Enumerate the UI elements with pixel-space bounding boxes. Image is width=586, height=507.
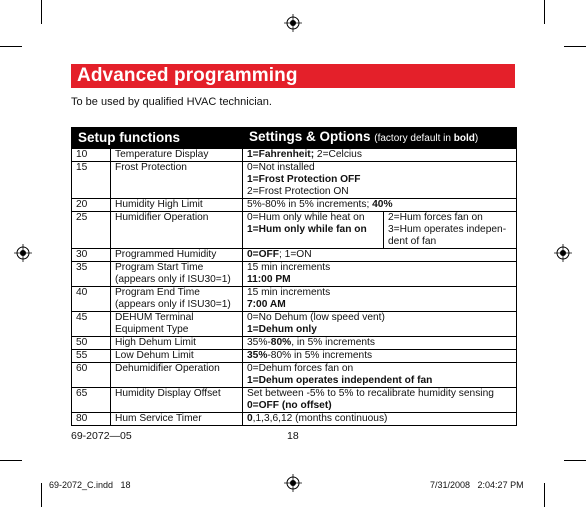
header-setup-functions	[72, 128, 243, 149]
function-name: Dehumidifier Operation	[111, 363, 243, 388]
function-code: 15	[72, 162, 111, 199]
setting-text: 0=No Dehum (low speed vent)	[247, 312, 385, 323]
setting-text: 2=Frost Protection ON	[247, 186, 349, 197]
function-name-line: Equipment Type	[115, 324, 189, 335]
function-name-line: Program End Time	[115, 287, 200, 298]
crop-mark	[41, 0, 42, 24]
setting-default: 1=Frost Protection OFF	[247, 174, 361, 185]
function-name-note: (appears only if ISU30=1)	[115, 299, 231, 310]
setting-default: 7:00 AM	[247, 299, 286, 310]
function-name: Humidity Display Offset	[111, 388, 243, 413]
function-settings	[243, 363, 517, 388]
function-code: 45	[72, 312, 111, 337]
setting-default: 0=OFF	[247, 249, 279, 260]
setting-default: 35%	[247, 350, 268, 361]
setting-default: 0	[247, 413, 253, 424]
function-name: Low Dehum Limit	[111, 350, 243, 363]
setting-text: , in 5% increments	[291, 337, 375, 348]
registration-mark-icon	[284, 14, 302, 32]
document-number: 69-2072—05	[71, 430, 132, 442]
function-name	[111, 262, 243, 287]
header-note	[374, 133, 478, 144]
header-settings-options	[243, 128, 517, 149]
setting-default: 1=Hum only while fan on	[247, 224, 367, 235]
crop-mark	[544, 483, 545, 507]
function-code: 25	[72, 212, 111, 249]
table-row	[72, 413, 517, 426]
setting-default: 11:00 PM	[247, 274, 291, 285]
setting-default: 40%	[372, 199, 393, 210]
setting-text: 0=Dehum forces fan on	[247, 363, 354, 374]
setting-default: 1=Fahrenheit;	[247, 149, 315, 160]
function-code: 20	[72, 199, 111, 212]
crop-mark	[564, 46, 586, 47]
page-subtitle: To be used by qualified HVAC technician.	[71, 96, 272, 108]
header-note-bold: bold	[453, 133, 475, 144]
function-code: 35	[72, 262, 111, 287]
header-settings-label: Settings & Options	[249, 129, 371, 144]
function-name: High Dehum Limit	[111, 337, 243, 350]
table-header-row	[72, 128, 517, 149]
crop-mark	[0, 46, 22, 47]
page-number: 18	[287, 430, 299, 442]
function-name-line: DEHUM Terminal	[115, 312, 194, 323]
function-settings	[243, 162, 517, 199]
setting-text: 35%-	[247, 337, 271, 348]
function-name: Frost Protection	[111, 162, 243, 199]
setting-text: 0=Not installed	[247, 162, 315, 173]
function-settings	[243, 212, 384, 249]
function-settings	[243, 388, 517, 413]
function-settings	[243, 413, 517, 426]
setting-text: 2=Celcius	[314, 149, 362, 160]
function-name	[111, 287, 243, 312]
table-row	[72, 388, 517, 413]
function-settings	[243, 312, 517, 337]
function-code: 65	[72, 388, 111, 413]
setting-text: dent of fan	[388, 236, 437, 247]
setting-text: ,1,3,6,12 (months continuous)	[252, 413, 388, 424]
crop-mark	[41, 483, 42, 507]
function-code: 10	[72, 149, 111, 162]
setting-text: 0=Hum only while heat on	[247, 212, 365, 223]
crop-mark	[0, 460, 22, 461]
function-code: 40	[72, 287, 111, 312]
function-code: 60	[72, 363, 111, 388]
table-row	[72, 199, 517, 212]
function-settings-alt	[384, 212, 517, 249]
function-code: 30	[72, 249, 111, 262]
setting-text: 15 min increments	[247, 287, 331, 298]
registration-mark-icon	[14, 244, 32, 262]
function-name: Hum Service Timer	[111, 413, 243, 426]
function-code: 80	[72, 413, 111, 426]
function-settings	[243, 337, 517, 350]
table-row	[72, 337, 517, 350]
table-row	[72, 287, 517, 312]
function-settings	[243, 287, 517, 312]
header-note-prefix: (factory default in	[374, 133, 454, 144]
registration-mark-icon	[284, 474, 302, 492]
function-code: 55	[72, 350, 111, 363]
setting-default: 1=Dehum operates independent of fan	[247, 375, 433, 386]
table-row	[72, 312, 517, 337]
setting-default: 1=Dehum only	[247, 324, 317, 335]
function-name-note: (appears only if ISU30=1)	[115, 274, 231, 285]
function-code: 50	[72, 337, 111, 350]
setting-text: ; 1=ON	[279, 249, 312, 260]
table-row	[72, 363, 517, 388]
function-name	[111, 312, 243, 337]
function-name-line: Program Start Time	[115, 262, 204, 273]
setting-text: 2=Hum forces fan on	[388, 212, 483, 223]
function-settings	[243, 199, 517, 212]
registration-mark-icon	[554, 244, 572, 262]
function-name: Temperature Display	[111, 149, 243, 162]
setting-text: Set between -5% to 5% to recalibrate humidity sensing	[247, 388, 494, 399]
print-slug-file: 69-2072_C.indd 18	[49, 480, 131, 490]
table-row	[72, 262, 517, 287]
setup-functions-table	[71, 127, 517, 426]
setting-text: -80% in 5% increments	[267, 350, 373, 361]
header-note-suffix: )	[474, 133, 479, 144]
setting-default: 0=OFF (no offset)	[247, 400, 332, 411]
setting-text: 15 min increments	[247, 262, 331, 273]
function-name: Humidity High Limit	[111, 199, 243, 212]
table-row	[72, 212, 517, 249]
setting-text: 3=Hum operates indepen-	[388, 224, 507, 235]
setting-text: 5%-80% in 5% increments;	[247, 199, 373, 210]
table-row	[72, 162, 517, 199]
table-row	[72, 350, 517, 363]
section-title-bar	[71, 64, 515, 88]
crop-mark	[544, 0, 545, 24]
page-title: Advanced programming	[77, 65, 298, 86]
crop-mark	[564, 460, 586, 461]
function-settings	[243, 249, 517, 262]
function-settings	[243, 262, 517, 287]
function-name: Programmed Humidity	[111, 249, 243, 262]
table-row	[72, 249, 517, 262]
print-slug-timestamp: 7/31/2008 2:04:27 PM	[430, 480, 524, 490]
function-name: Humidifier Operation	[111, 212, 243, 249]
table-row	[72, 149, 517, 162]
function-settings	[243, 350, 517, 363]
setting-default: 80%	[270, 337, 292, 348]
function-settings	[243, 149, 517, 162]
header-setup-label: Setup functions	[78, 130, 180, 145]
